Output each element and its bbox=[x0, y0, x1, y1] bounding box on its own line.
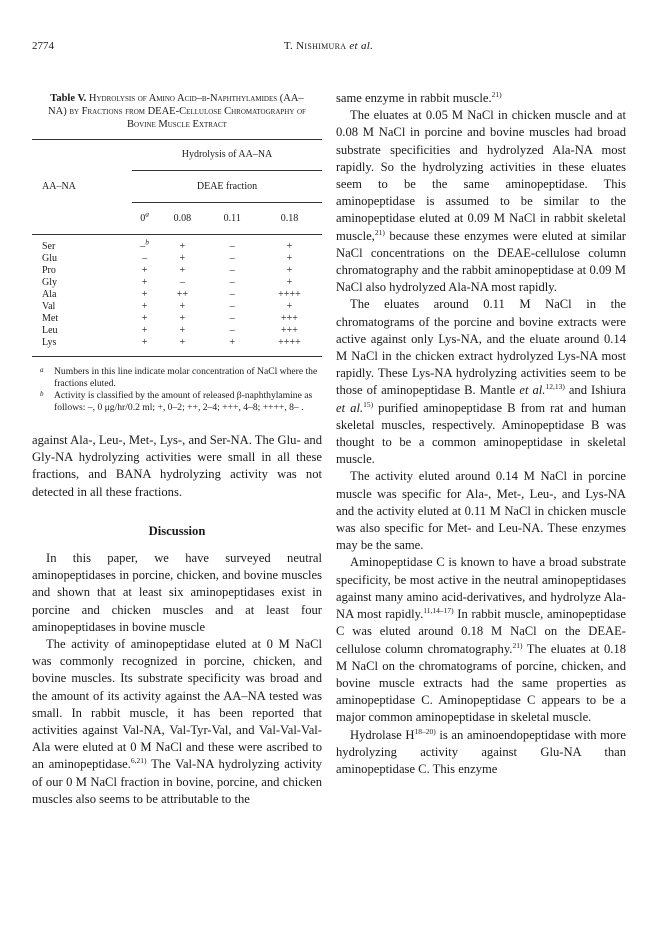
table-cell: + bbox=[141, 264, 148, 276]
running-head-etal: et al. bbox=[349, 40, 374, 52]
paragraph: The eluates at 0.05 M NaCl in chicken muscle and at 0.08 M NaCl in porcine and bovine muscles had broad substrate specificities and hydrolyzed Ala-NA most rapidly. So the hydrolyzing activities in these eluates seem to be the same aminopeptidase. This aminopeptidase is assumed to be similar to the aminopeptidase eluted at 0.09 M NaCl in rabbit skeletal muscle,$^{21)}$ because these enzymes were eluted at similar NaCl concentrations on the DEAE-cellulose column chromatography and the rabbit aminopeptidase at 0.09 M NaCl also hydrolyzed Ala-NA most rapidly. bbox=[336, 108, 626, 295]
table-caption bbox=[32, 92, 322, 131]
table-cell: + bbox=[286, 240, 293, 252]
table-cell: – bbox=[229, 324, 235, 336]
table-col-header: 0.11 bbox=[223, 212, 241, 224]
table-cell: – bbox=[229, 312, 235, 324]
table-cell: – bbox=[229, 252, 235, 264]
table-caption-text: Hydrolysis of Amino Acid–β-Naphthylamides (AA–NA) by Fractions from DEAE-Cellulose Chromatography of Bovine Muscle Extract bbox=[48, 93, 306, 130]
table-top-rule bbox=[32, 139, 322, 140]
table-cell: + bbox=[286, 252, 293, 264]
table-col-header: 0$^a$ bbox=[140, 209, 149, 224]
page-number: 2774 bbox=[32, 40, 54, 52]
citation: 15) bbox=[363, 399, 374, 409]
table-cell: + bbox=[141, 288, 148, 300]
citation: 21) bbox=[374, 227, 385, 237]
citation: 21) bbox=[512, 640, 523, 650]
table-cell: + bbox=[141, 276, 148, 288]
table-footnote: b Activity is classified by the amount of released β-naphthylamine as follows: –, 0 μg/hr/0.2 ml; +, 0–2; ++, 2–4; +++, 4–8; ++++, 8– . bbox=[40, 390, 313, 413]
table-cell: + bbox=[179, 312, 186, 324]
table-cell: – bbox=[179, 276, 185, 288]
running-head bbox=[0, 40, 657, 52]
table-cell: + bbox=[141, 324, 148, 336]
table-cell: + bbox=[179, 264, 186, 276]
table-group-header: Hydrolysis of AA–NA bbox=[181, 148, 273, 160]
table-cell: ++++ bbox=[278, 336, 301, 348]
table-row bbox=[32, 288, 322, 300]
table-row bbox=[32, 264, 322, 276]
citation: 21) bbox=[491, 89, 502, 99]
table-cell: + bbox=[179, 300, 186, 312]
table-row-label: Ser bbox=[42, 240, 56, 252]
table-row bbox=[32, 240, 322, 252]
table-row-header: AA–NA bbox=[42, 180, 76, 192]
paragraph: Aminopeptidase C is known to have a broad substrate specificity, be most active in the neutral aminopeptidases against many amino acid-derivatives, and hydrolyze Ala-NA most rapidly.$^{11,14-17)}$ In rabbit muscle, aminopeptidase C was eluted around 0.18 M NaCl on the DEAE-cellulose column chromatography.$^{21)}$ The eluates at 0.18 M NaCl on the chromatograms of porcine, chicken, and bovine muscle extracts had the same properties as aminopeptidase C. Aminopeptidase C appears to be a major common aminopeptidase in skeletal muscle. bbox=[336, 555, 626, 725]
table-row bbox=[32, 276, 322, 288]
table-v bbox=[32, 92, 322, 414]
running-head-author: T. Nishimura bbox=[283, 40, 347, 52]
table-cell: – bbox=[229, 240, 235, 252]
table-row bbox=[32, 300, 322, 312]
table-row-label: Ala bbox=[42, 288, 57, 300]
paragraph: Hydrolase $H^{18-20)}$ is an aminoendopeptidase with more hydrolyzing activity against Glu-NA than aminopeptidase C. This enzyme bbox=[336, 726, 626, 776]
paragraph: against Ala-, Leu-, Met-, Lys-, and Ser-NA. The Glu- and Gly-NA hydrolyzing activities were small in all these fractions, and BANA hydrolyzing activity was not detected in all these fractions. bbox=[32, 433, 322, 499]
table-row-label: Pro bbox=[42, 264, 56, 276]
table-cell: + bbox=[179, 240, 186, 252]
table-label: Table V. bbox=[50, 93, 87, 104]
table-cell: – bbox=[229, 300, 235, 312]
table-cell: + bbox=[229, 336, 236, 348]
citation: 12,13) bbox=[545, 382, 565, 392]
table-column-headers bbox=[32, 208, 322, 228]
citation: 11,14–17) bbox=[423, 605, 454, 615]
table-row bbox=[32, 324, 322, 336]
citation: 18–20) bbox=[414, 726, 436, 736]
table-cell: + bbox=[179, 324, 186, 336]
table-row-label: Met bbox=[42, 312, 59, 324]
table-row-label: Leu bbox=[42, 324, 58, 336]
table-cell: – bbox=[229, 264, 235, 276]
table-row-label: Gly bbox=[42, 276, 57, 288]
left-column bbox=[32, 432, 322, 808]
table-row-label: Glu bbox=[42, 252, 57, 264]
table-cell: +++ bbox=[280, 324, 298, 336]
table-cell: ++ bbox=[176, 288, 188, 300]
paragraph: same enzyme in rabbit muscle.$^{21)}$ bbox=[336, 89, 502, 105]
table-cell: +++ bbox=[280, 312, 298, 324]
paragraph: The activity of aminopeptidase eluted at 0 M NaCl was commonly recognized in porcine, chicken, and bovine muscles. Its substrate specificity was broad and the amount of its activity against the AA–NA tested was small. In rabbit muscle, it has been reported that activities against Val-NA, Val-Tyr-Val, and Val-Val-Val-Ala were eluted at 0 M NaCl and these were ascribed to an aminopeptidase.$^{6,21)}$ The Val-NA hydrolyzing activity of our 0 M NaCl fraction in bovine, porcine, and chicken muscles also seems to be attributable to the bbox=[32, 637, 322, 806]
section-heading-discussion: Discussion bbox=[148, 523, 206, 538]
table-cell: + bbox=[141, 300, 148, 312]
table-row bbox=[32, 336, 322, 348]
table-grid bbox=[32, 144, 322, 360]
table-cell: + bbox=[286, 300, 293, 312]
citation: 6,21) bbox=[130, 756, 147, 766]
table-cell: + bbox=[286, 276, 293, 288]
table-cell: – bbox=[229, 288, 235, 300]
table-cell: + bbox=[286, 264, 293, 276]
table-footnotes bbox=[32, 366, 322, 414]
table-footnote: a Numbers in this line indicate molar concentration of NaCl where the fractions eluted. bbox=[40, 366, 318, 389]
table-row-label: Val bbox=[42, 300, 56, 312]
table-cell: + bbox=[141, 312, 148, 324]
table-subgroup-header: DEAE fraction bbox=[196, 180, 258, 192]
paragraph: In this paper, we have surveyed neutral aminopeptidases in porcine, chicken, and bovine muscles and shown that at least six aminopeptidases exist in porcine and chicken muscles and at least four aminopeptidases in bovine muscle bbox=[32, 551, 322, 634]
table-cell: ++++ bbox=[278, 288, 301, 300]
paragraph: The activity eluted around 0.14 M NaCl in porcine muscle was specific for Ala-, Met-, Leu-, and Lys-NA and the activity eluted at 0.11 M NaCl in chicken muscle was also specific for Met- and Leu-NA. These enzymes may be the same. bbox=[336, 469, 626, 553]
table-cell: –$^b$ bbox=[140, 237, 149, 252]
paragraph: The eluates around 0.11 M NaCl in the chromatograms of the porcine and bovine extracts were active against only Lys-NA, and the eluate around 0.14 M NaCl in the chicken extract hydrolyzed Lys-NA most rapidly. These Lys-NA hydrolyzing activities seem to be those of aminopeptidase B. Mantle et al.$^{12,13)}$ and Ishiura et al.$^{15)}$ purified aminopeptidase B from rat and human skeletal muscles, respectively. Aminopeptidase B was thought to be a common aminopeptidase in skeletal muscle. bbox=[336, 297, 626, 467]
right-column bbox=[336, 90, 626, 778]
table-col-header: 0.18 bbox=[280, 212, 299, 224]
table-row-label: Lys bbox=[42, 336, 57, 348]
table-cell: + bbox=[141, 336, 148, 348]
table-row bbox=[32, 252, 322, 264]
table-cell: + bbox=[179, 252, 186, 264]
table-cell: – bbox=[142, 252, 148, 264]
table-col-header: 0.08 bbox=[173, 212, 192, 224]
table-row bbox=[32, 312, 322, 324]
table-cell: – bbox=[229, 276, 235, 288]
table-cell: + bbox=[179, 336, 186, 348]
